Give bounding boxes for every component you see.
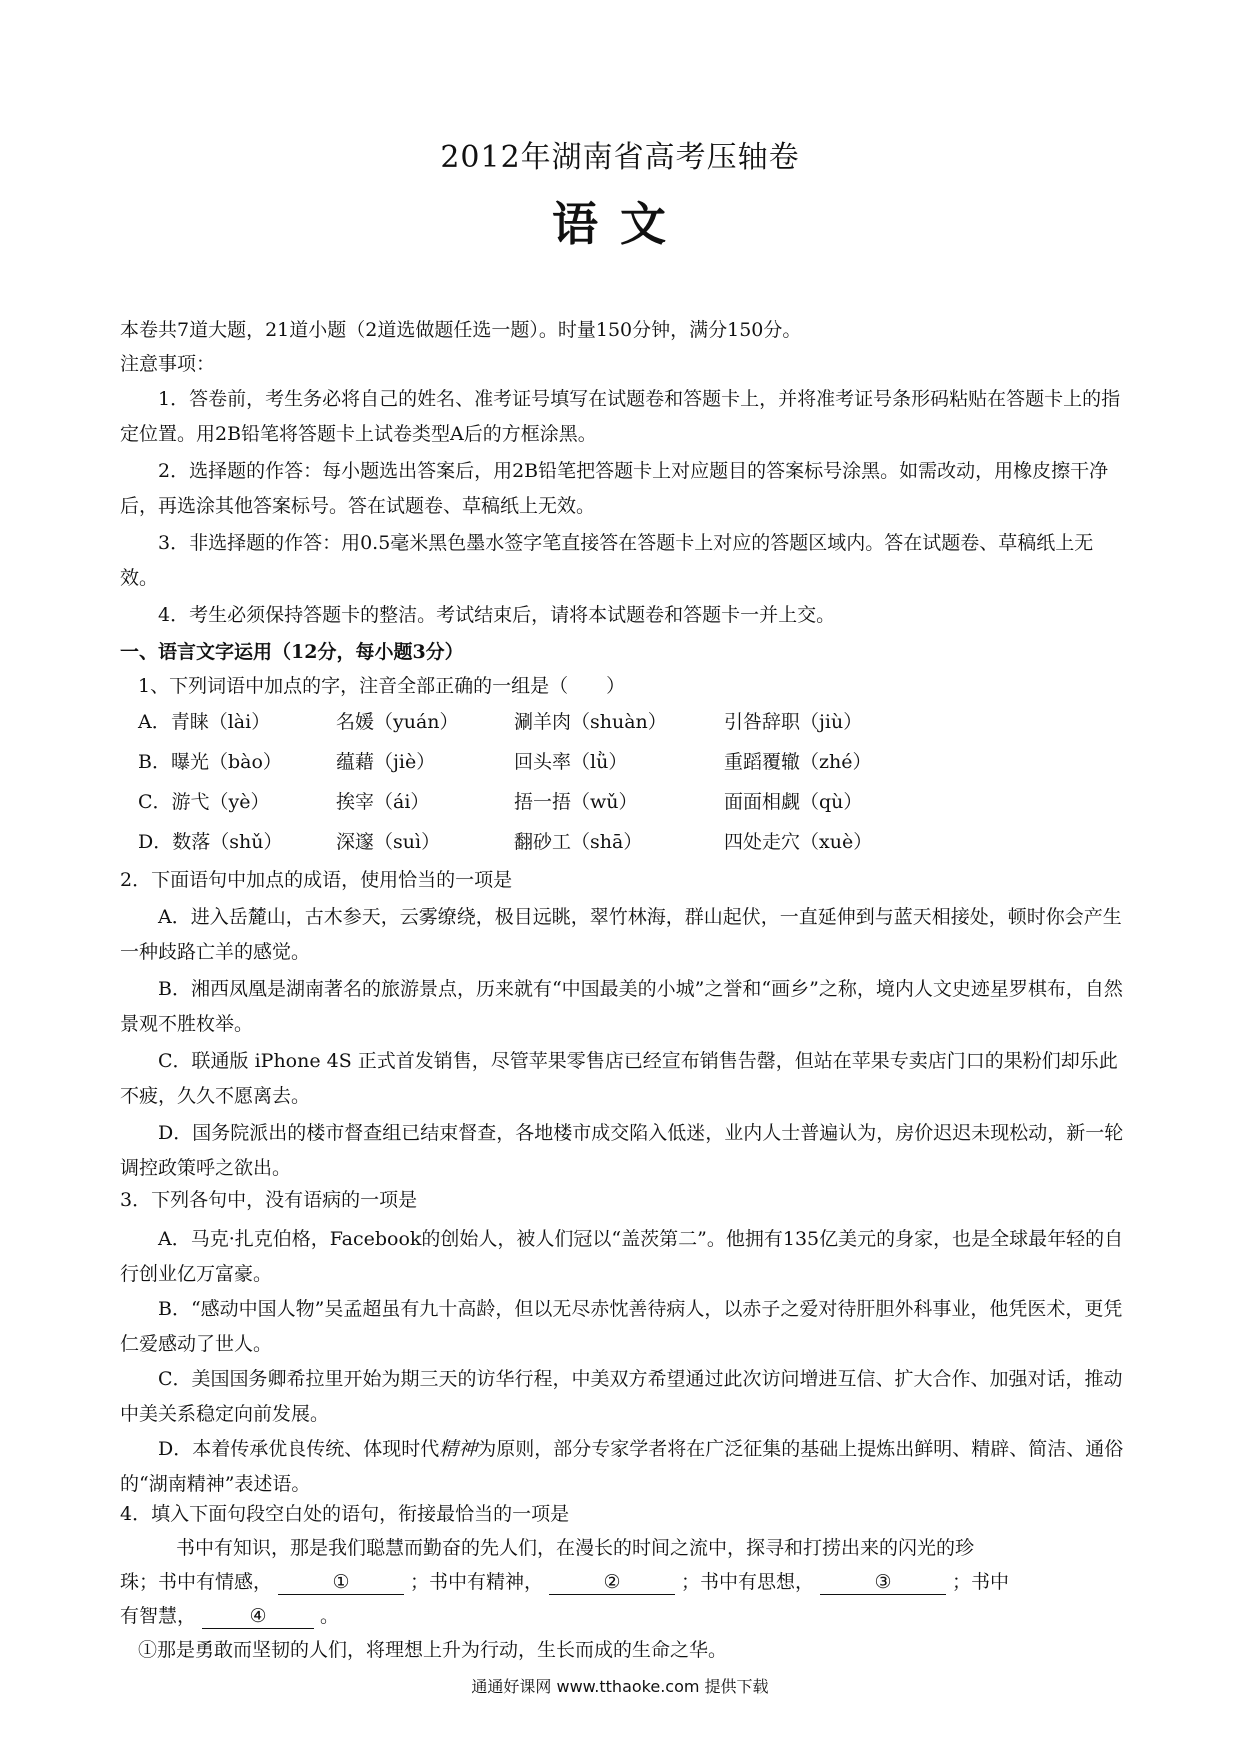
option-cell: 涮羊肉（shuàn） (514, 711, 667, 733)
passage-text: 。 (320, 1605, 340, 1627)
option-row-b (120, 750, 1130, 790)
passage-text: 珠；书中有情感， (120, 1571, 273, 1593)
option-cell: A．青睐（lài） (138, 711, 271, 733)
question-3-option-d (120, 1432, 1130, 1502)
option-cell: 面面相觑（qù） (724, 791, 863, 813)
exam-summary: 本卷共7道大题，21道小题（2道选做题任选一题）。时量150分钟，满分150分。 (120, 319, 802, 341)
note-2: 2．选择题的作答：每小题选出答案后，用2B铅笔把答题卡上对应题目的答案标号涂黑。如需改动，用橡皮擦干净后，再选涂其他答案标号。答在试题卷、草稿纸上无效。 (120, 460, 1109, 517)
passage-text: ；书中有思想， (681, 1571, 815, 1593)
question-1-options (120, 710, 1130, 868)
option-cell: B．曝光（bào） (138, 751, 282, 773)
question-1-stem: 1、下列词语中加点的字，注音全部正确的一组是（ ） (138, 675, 626, 697)
note-4: 4．考生必须保持答题卡的整洁。考试结束后，请将本试题卷和答题卡一并上交。 (158, 604, 836, 626)
question-3-option-a: A．马克·扎克伯格，Facebook的创始人，被人们冠以“盖茨第二”。他拥有135亿美元的身家，也是全球最年轻的自行创业亿万富豪。 (120, 1228, 1124, 1285)
exam-title: 2012年湖南省高考压轴卷 (440, 140, 800, 175)
subject-heading: 语文 (552, 197, 688, 251)
question-2-option-d: D．国务院派出的楼市督查组已结束督查，各地楼市成交陷入低迷，业内人士普遍认为，房价迟迟未现松动，新一轮调控政策呼之欲出。 (120, 1122, 1124, 1179)
question-2-stem: 2．下面语句中加点的成语，使用恰当的一项是 (120, 869, 513, 891)
question-2-option-c: C．联通版 iPhone 4S 正式首发销售，尽管苹果零售店已经宣布销售告罄，但站在苹果专卖店门口的果粉们却乐此不疲，久久不愿离去。 (120, 1050, 1118, 1107)
question-4-passage-line-2 (120, 1570, 1130, 1604)
answer-blank-2: ② (549, 1570, 675, 1595)
option-cell: 蕴藉（jiè） (336, 751, 436, 773)
option-cell: D．数落（shǔ） (138, 831, 283, 853)
option-d-italic-word: 精神 (439, 1438, 478, 1460)
option-cell: 四处走穴（xuè） (724, 831, 873, 853)
option-cell: 捂一捂（wǔ） (514, 791, 638, 813)
passage-text: ；书中有精神， (410, 1571, 544, 1593)
option-cell: 重蹈覆辙（zhé） (724, 751, 872, 773)
page-footer: 通通好课网 www.tthaoke.com 提供下载 (471, 1677, 769, 1696)
question-4-passage-line-1: 书中有知识，那是我们聪慧而勤奋的先人们，在漫长的时间之流中，探寻和打捞出来的闪光的珍 (176, 1537, 975, 1559)
section-1-heading: 一、语言文字运用（12分，每小题3分） (120, 641, 464, 663)
option-row-a (120, 710, 1130, 750)
option-row-c (120, 790, 1130, 830)
answer-blank-3: ③ (820, 1570, 946, 1595)
passage-text: 有智慧， (120, 1605, 197, 1627)
section-1 (120, 640, 1130, 1672)
question-4-stem: 4．填入下面句段空白处的语句，衔接最恰当的一项是 (120, 1503, 570, 1525)
option-row-d (120, 830, 1130, 868)
option-cell: 深邃（suì） (336, 831, 441, 853)
option-cell: 翻砂工（shā） (514, 831, 643, 853)
option-cell: 回头率（lǜ） (514, 751, 628, 773)
question-2-option-a: A．进入岳麓山，古木参天，云雾缭绕，极目远眺，翠竹林海，群山起伏，一直延伸到与蓝天相接处，顿时你会产生一种歧路亡羊的感觉。 (120, 906, 1122, 963)
question-3-stem: 3．下列各句中，没有语病的一项是 (120, 1189, 418, 1211)
instructions-section (120, 318, 1130, 633)
answer-blank-4: ④ (202, 1604, 314, 1629)
note-3: 3．非选择题的作答：用0.5毫米黑色墨水签字笔直接答在答题卡上对应的答题区域内。答在试题卷、草稿纸上无效。 (120, 532, 1094, 589)
option-cell: 引咎辞职（jiù） (724, 711, 863, 733)
question-3-option-c: C．美国国务卿希拉里开始为期三天的访华行程，中美双方希望通过此次访问增进互信、扩大合作、加强对话，推动中美关系稳定向前发展。 (120, 1368, 1123, 1425)
question-3-option-b: B．“感动中国人物”吴孟超虽有九十高龄，但以无尽赤忱善待病人，以赤子之爱对待肝胆外科事业，他凭医术，更凭仁爱感动了世人。 (120, 1298, 1123, 1355)
option-cell: 名媛（yuán） (336, 711, 459, 733)
answer-blank-1: ① (278, 1570, 404, 1595)
note-1: 1．答卷前，考生务必将自己的姓名、准考证号填写在试题卷和答题卡上，并将准考证号条形码粘贴在答题卡上的指定位置。用2B铅笔将答题卡上试卷类型A后的方框涂黑。 (120, 388, 1121, 445)
option-d-text-start: D．本着传承优良传统、体现时代 (158, 1438, 440, 1460)
question-2-option-b: B．湘西凤凰是湖南著名的旅游景点，历来就有“中国最美的小城”之誉和“画乡”之称，境内人文史迹星罗棋布，自然景观不胜枚举。 (120, 978, 1123, 1035)
option-d-text-end: 为原则，部分专家学者将在广泛征集的基础上提炼出鲜明、精辟、简洁、通俗的“湖南精神”表述语。 (120, 1438, 1124, 1495)
passage-text: ；书中 (952, 1571, 1010, 1593)
option-cell: C．游弋（yè） (138, 791, 270, 813)
notes-heading: 注意事项： (120, 353, 216, 375)
question-4-option-1: ①那是勇敢而坚韧的人们，将理想上升为行动，生长而成的生命之华。 (138, 1639, 728, 1661)
option-cell: 挨宰（ái） (336, 791, 430, 813)
question-4-passage-line-3 (120, 1604, 1130, 1638)
